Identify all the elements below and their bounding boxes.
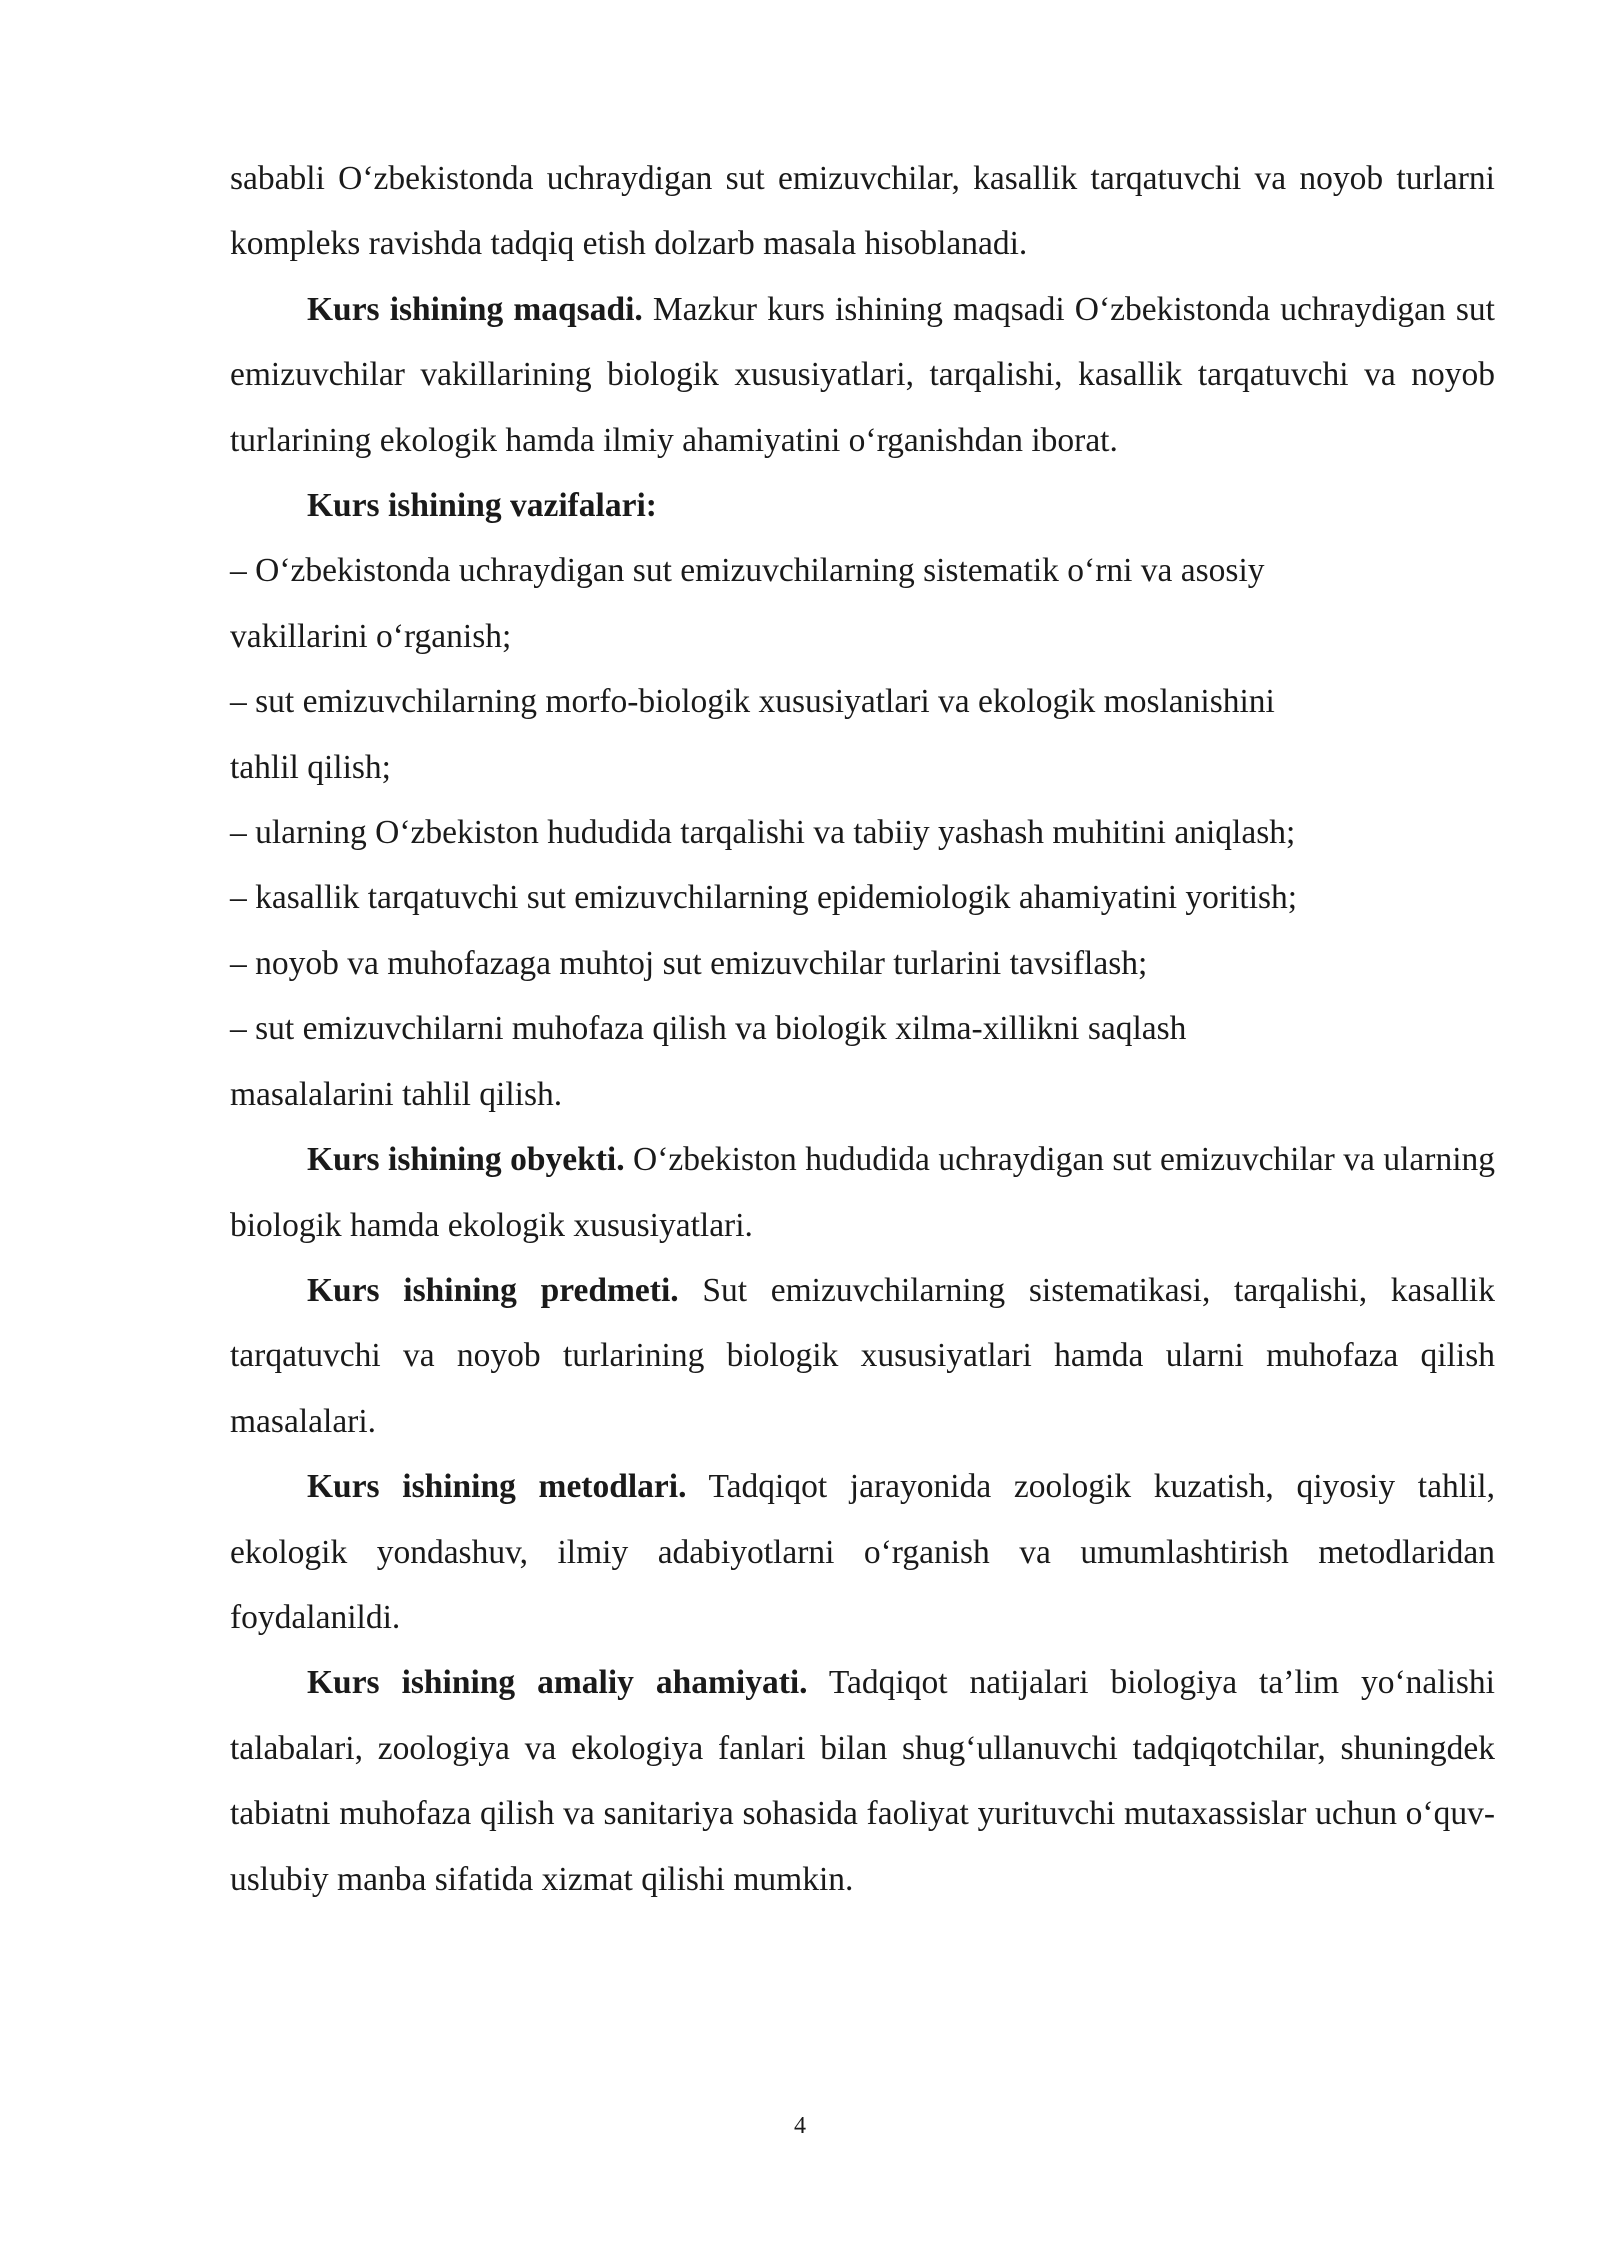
list-item [230, 865, 1495, 930]
list-item-line: tahlil qilish; [230, 748, 391, 786]
list-item-line: vakillarini o‘rganish; [230, 617, 512, 655]
intro-continuation-paragraph: sababli O‘zbekistonda uchraydigan sut emizuvchilar, kasallik tarqatuvchi va noyob turlarni kompleks ravishda tadqiq etish dolzarb masala hisoblanadi. [230, 160, 1495, 263]
metodlari-text: Tadqiqot jarayonida zoologik kuzatish, qiyosiy tahlil, ekologik yondashuv, ilmiy adabiyotlarni o‘rganish va umumlashtirish metodlaridan foydalanildi. [230, 1468, 1495, 1636]
list-item [230, 538, 1495, 669]
page-number: 4 [794, 2113, 806, 2139]
list-item [230, 931, 1495, 996]
obyekti-paragraph [230, 1127, 1495, 1258]
list-item-line: – O‘zbekistonda uchraydigan sut emizuvchilarning sistematik o‘rni va asosiy [230, 552, 1265, 590]
predmeti-paragraph [230, 1258, 1495, 1454]
metodlari-heading: Kurs ishining metodlari. [307, 1468, 687, 1506]
list-item [230, 996, 1495, 1127]
obyekti-text: O‘zbekiston hududida uchraydigan sut emizuvchilar va ularning biologik hamda ekologik xususiyatlari. [230, 1141, 1495, 1244]
list-item-line: – sut emizuvchilarni muhofaza qilish va biologik xilma-xillikni saqlash [230, 1010, 1187, 1048]
metodlari-paragraph [230, 1454, 1495, 1650]
predmeti-text: Sut emizuvchilarning sistematikasi, tarqalishi, kasallik tarqatuvchi va noyob turlarining biologik xususiyatlari hamda ularni muhofaza qilish masalalari. [230, 1271, 1495, 1440]
maqsadi-heading: Kurs ishining maqsadi. [307, 290, 643, 328]
vazifalari-heading: Kurs ishining vazifalari: [307, 487, 657, 525]
list-item-line: masalalarini tahlil qilish. [230, 1075, 563, 1113]
vazifalari-heading-paragraph [230, 473, 1495, 538]
maqsadi-text: Mazkur kurs ishining maqsadi O‘zbekistonda uchraydigan sut emizuvchilar vakillarining biologik xususiyatlari, tarqalishi, kasallik tarqatuvchi va noyob turlarining ekologik hamda ilmiy ahamiyatini o‘rganishdan iborat. [230, 290, 1495, 459]
list-item-line: – kasallik tarqatuvchi sut emizuvchilarning epidemiologik ahamiyatini yoritish; [230, 879, 1298, 917]
vazifalari-list [230, 538, 1495, 1127]
amaliy-ahamiyati-text: Tadqiqot natijalari biologiya ta’lim yo‘nalishi talabalari, zoologiya va ekologiya fanlari bilan shug‘ullanuvchi tadqiqotchilar, shuningdek tabiatni muhofaza qilish va sanitariya sohasida faoliyat yurituvchi mutaxassislar uchun o‘quv-uslubiy manba sifatida xizmat qilishi mumkin. [230, 1664, 1495, 1898]
list-item [230, 800, 1495, 865]
maqsadi-paragraph [230, 277, 1495, 473]
page-body [230, 146, 1495, 1912]
amaliy-ahamiyati-paragraph [230, 1650, 1495, 1912]
predmeti-heading: Kurs ishining predmeti. [307, 1271, 679, 1309]
list-item-line: – ularning O‘zbekiston hududida tarqalishi va tabiiy yashash muhitini aniqlash; [230, 814, 1296, 852]
list-item-line: – noyob va muhofazaga muhtoj sut emizuvchilar turlarini tavsiflash; [230, 944, 1148, 982]
list-item-line: – sut emizuvchilarning morfo-biologik xususiyatlari va ekologik moslanishini [230, 683, 1275, 721]
amaliy-ahamiyati-heading: Kurs ishining amaliy ahamiyati. [307, 1664, 808, 1702]
obyekti-heading: Kurs ishining obyekti. [307, 1141, 625, 1179]
list-item [230, 669, 1495, 800]
